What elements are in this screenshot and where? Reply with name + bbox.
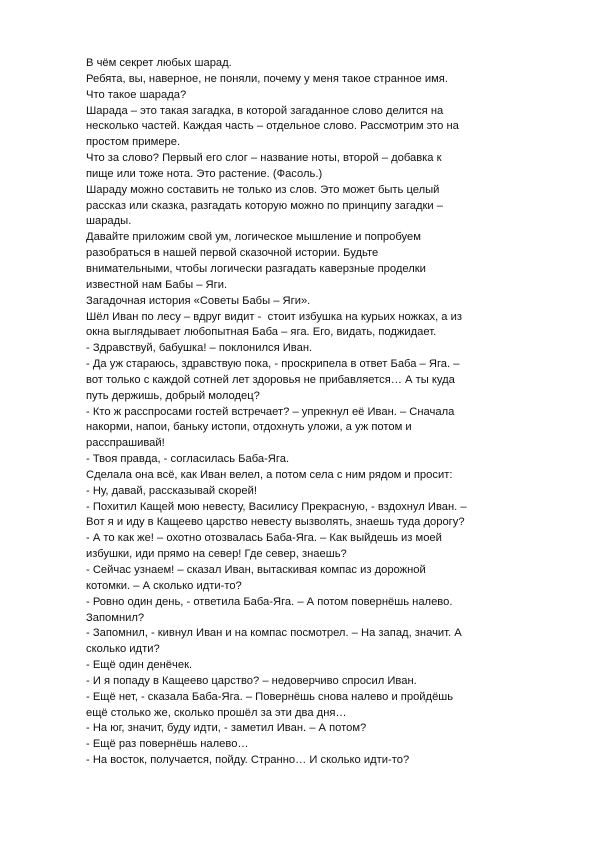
text-line: - Да уж стараюсь, здравствую пока, - проскрипела в ответ Баба – Яга. – bbox=[86, 358, 460, 371]
text-line: - Ещё раз повернёшь налево… bbox=[86, 738, 249, 751]
text-line: Вот я и иду в Кащеево царство невесту вызволять, знаешь туда дорогу? bbox=[86, 516, 465, 529]
text-line: - На восток, получается, пойду. Странно… И сколько идти-то? bbox=[86, 754, 410, 767]
text-line: - Твоя правда, - согласилась Баба-Яга. bbox=[86, 453, 290, 466]
text-line: - Похитил Кащей мою невесту, Василису Прекрасную, - вздохнул Иван. – bbox=[86, 500, 467, 513]
text-line: пище или тоже нота. Это растение. (Фасоль.) bbox=[86, 167, 323, 180]
text-line: - Ровно один день, - ответила Баба-Яга. – А потом повернёшь налево. bbox=[86, 595, 453, 608]
text-line: - А то как же! – охотно отозвалась Баба-Яга. – Как выйдешь из моей bbox=[86, 532, 442, 545]
text-line: внимательными, чтобы логически разгадать каверзные проделки bbox=[86, 262, 426, 275]
text-line: рассказ или сказка, разгадать которую можно по принципу загадки – bbox=[86, 199, 443, 212]
text-line: избушки, иди прямо на север! Где север, знаешь? bbox=[86, 548, 347, 561]
text-line: окна выглядывает любопытная Баба – яга. Его, видать, поджидает. bbox=[86, 326, 437, 339]
text-line: Шараду можно составить не только из слов. Это может быть целый bbox=[86, 183, 440, 196]
text-line: известной нам Бабы – Яги. bbox=[86, 278, 228, 291]
text-line: - Здравствуй, бабушка! – поклонился Иван. bbox=[86, 342, 313, 355]
text-line: Давайте приложим свой ум, логическое мышление и попробуем bbox=[86, 231, 421, 244]
text-line: Ребята, вы, наверное, не поняли, почему у меня такое странное имя. bbox=[86, 72, 448, 85]
text-line: Загадочная история «Советы Бабы – Яги». bbox=[86, 294, 311, 307]
text-line: разобраться в нашей первой сказочной истории. Будьте bbox=[86, 247, 379, 260]
text-line: - Ещё один денёчек. bbox=[86, 659, 193, 672]
text-line: - На юг, значит, буду идти, - заметил Иван. – А потом? bbox=[86, 722, 367, 735]
text-line: Запомнил? bbox=[86, 611, 145, 624]
text-line: вот только с каждой сотней лет здоровья не прибавляется… А ты куда bbox=[86, 373, 455, 386]
text-line: накорми, напои, баньку истопи, отдохнуть уложи, а уж потом и bbox=[86, 421, 412, 434]
text-line: - Кто ж расспросами гостей встречает? – упрекнул её Иван. – Сначала bbox=[86, 405, 455, 418]
text-line: - И я попаду в Кащеево царство? – недоверчиво спросил Иван. bbox=[86, 674, 417, 687]
text-line: В чём секрет любых шарад. bbox=[86, 57, 232, 69]
text-line: - Ну, давай, рассказывай скорей! bbox=[86, 484, 257, 497]
text-line: Шарада – это такая загадка, в которой загаданное слово делится на bbox=[86, 104, 444, 117]
document-text bbox=[86, 56, 556, 769]
text-line: сколько идти? bbox=[86, 643, 160, 656]
text-line: ещё столько же, сколько прошёл за эти два дня… bbox=[86, 706, 347, 719]
text-line: - Сейчас узнаем! – сказал Иван, вытаскивая компас из дорожной bbox=[86, 564, 426, 576]
text-line: - Ещё нет, - сказала Баба-Яга. – Повернёшь снова налево и пройдёшь bbox=[86, 690, 454, 703]
text-line: Что такое шарада? bbox=[86, 88, 187, 101]
text-line: Что за слово? Первый его слог – название ноты, второй – добавка к bbox=[86, 152, 442, 165]
text-line: котомки. – А сколько идти-то? bbox=[86, 579, 242, 592]
document-page bbox=[86, 56, 556, 769]
text-line: несколько частей. Каждая часть – отдельное слово. Рассмотрим это на bbox=[86, 120, 459, 133]
text-line: Сделала она всё, как Иван велел, а потом села с ним рядом и просит: bbox=[86, 468, 453, 481]
text-line: простом примере. bbox=[86, 136, 181, 149]
text-line: - Запомнил, - кивнул Иван и на компас посмотрел. – На запад, значит. А bbox=[86, 627, 462, 640]
text-line: шарады. bbox=[86, 215, 132, 228]
text-line: расспрашивай! bbox=[86, 437, 165, 450]
text-line: Шёл Иван по лесу – вдруг видит - стоит избушка на курьих ножках, а из bbox=[86, 310, 462, 323]
text-line: путь держишь, добрый молодец? bbox=[86, 389, 260, 402]
